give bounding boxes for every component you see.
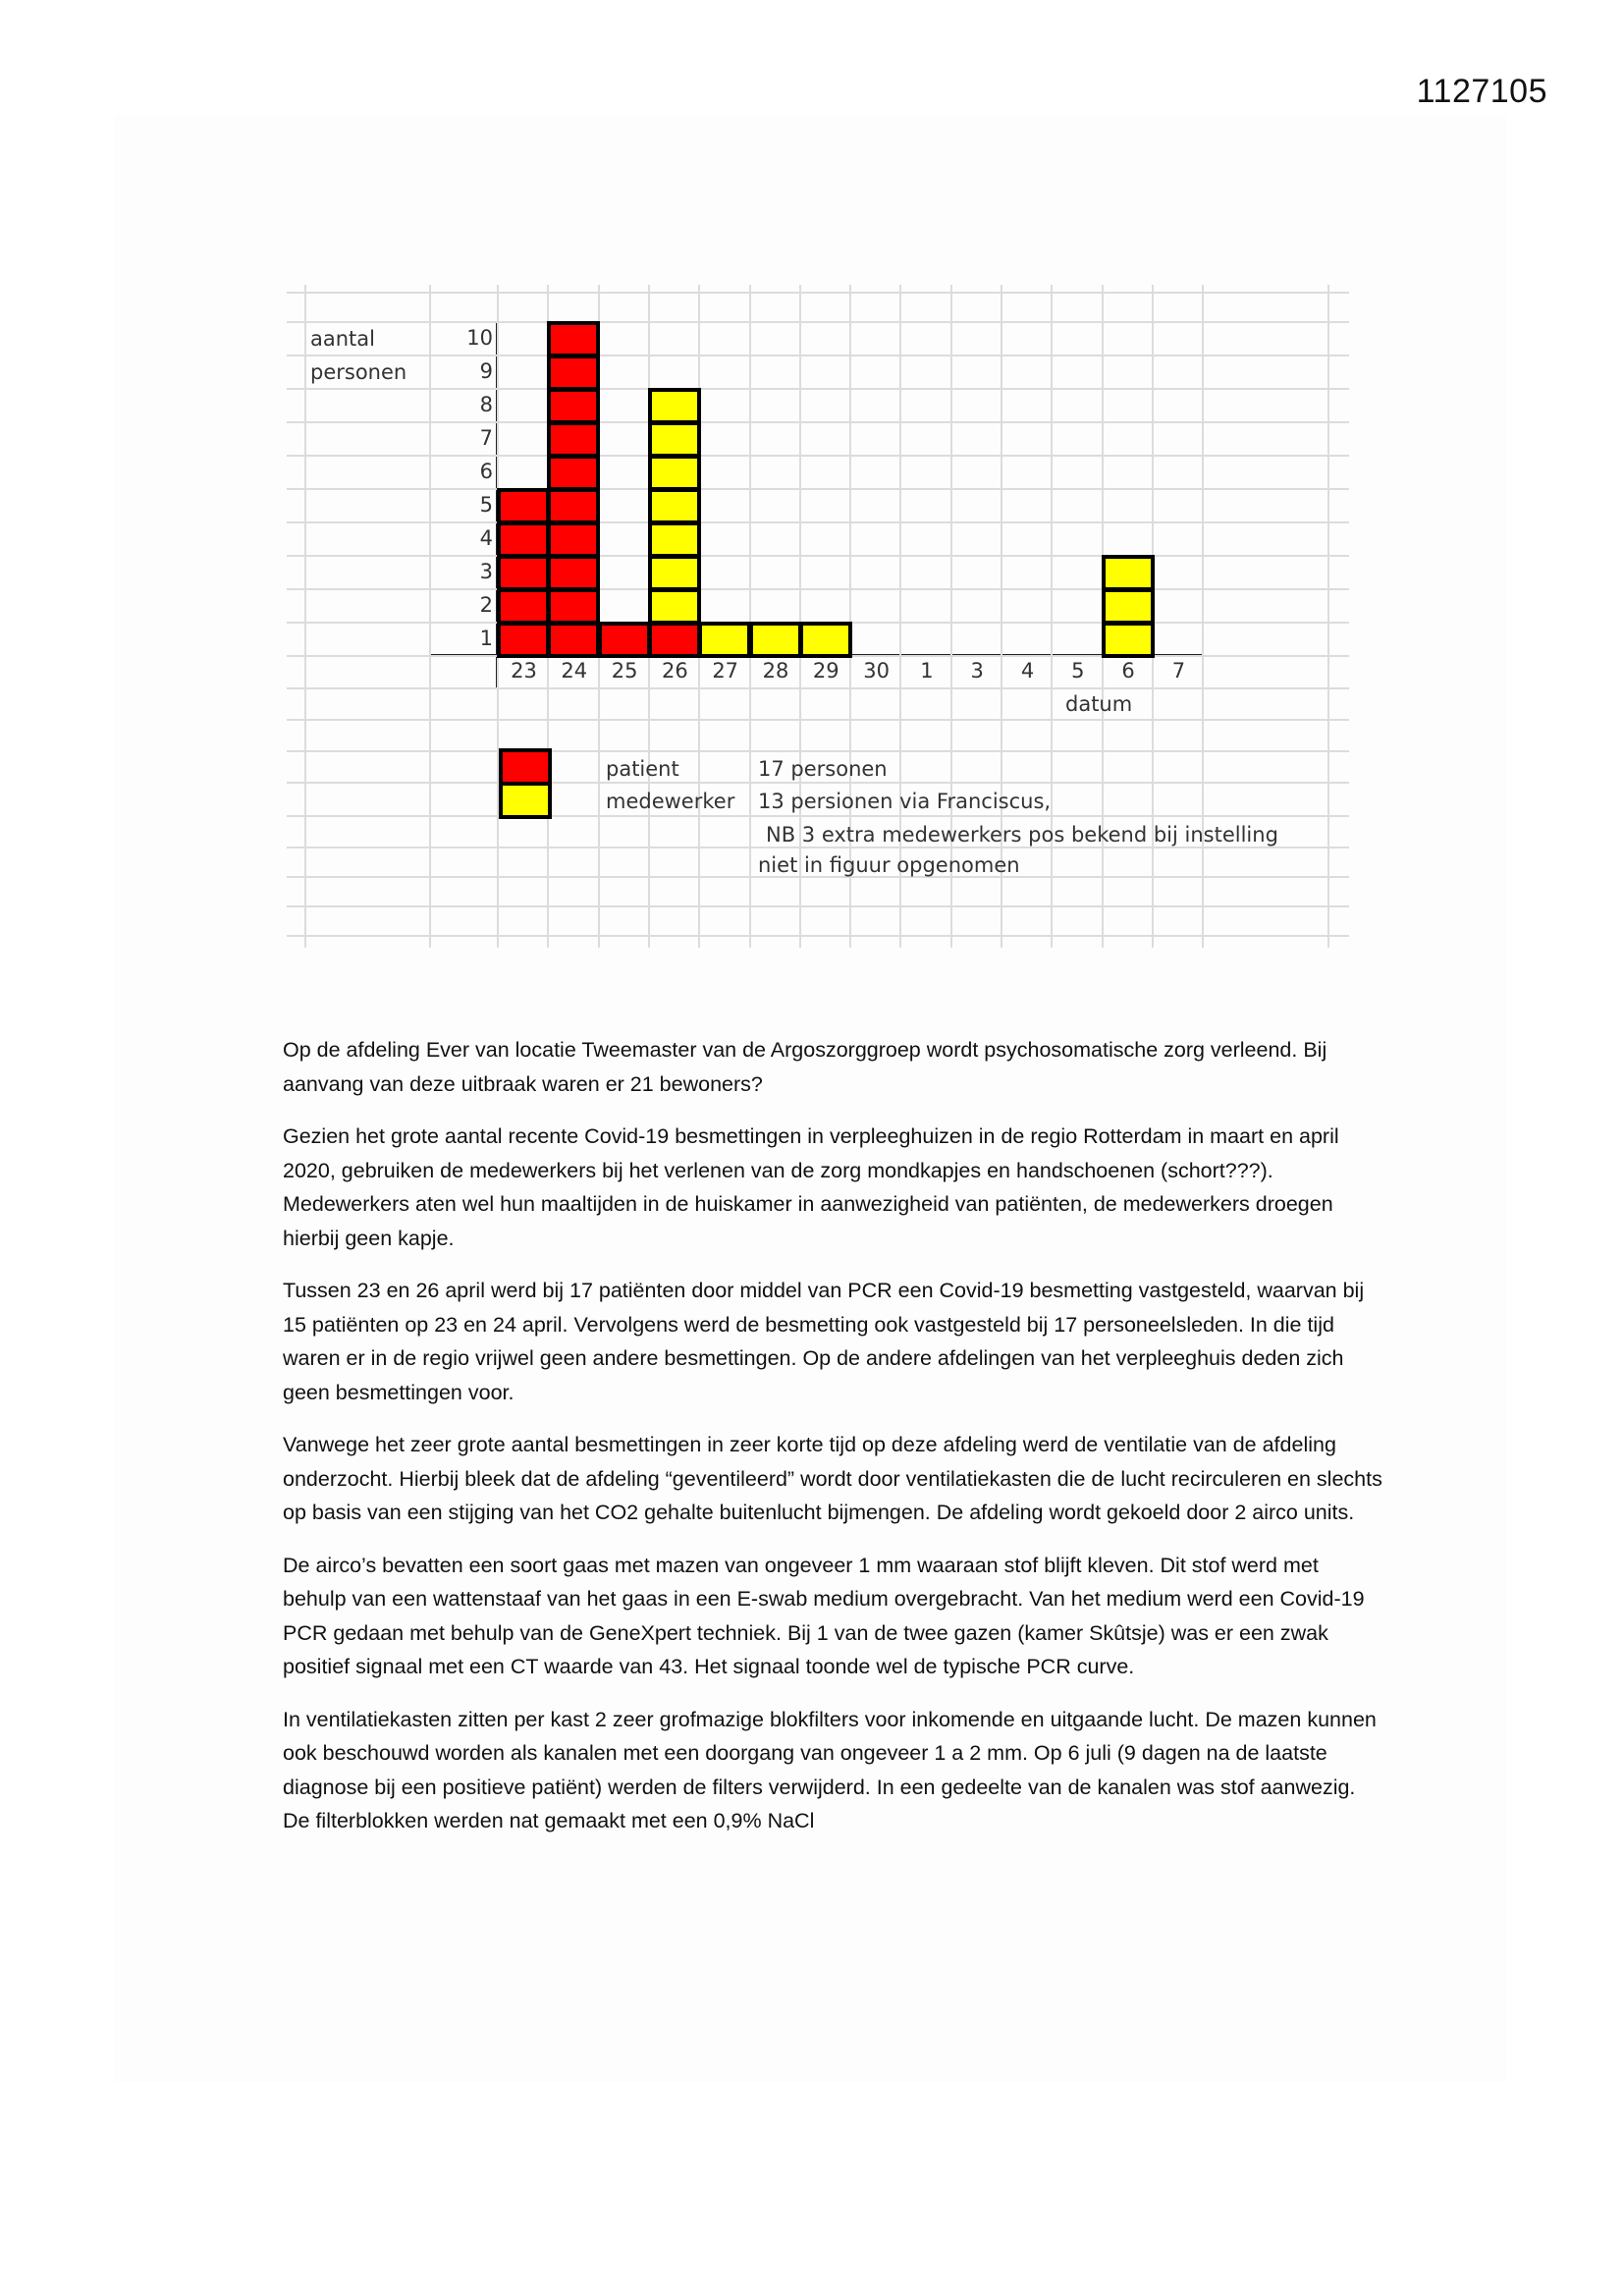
x-tick-label: 29 [812, 659, 839, 683]
legend-swatch-patient [499, 748, 552, 786]
grid-line-horizontal [287, 292, 1349, 294]
grid-line-horizontal [287, 388, 1349, 390]
y-tick-label: 1 [479, 627, 493, 650]
legend-annotation-line1: NB 3 extra medewerkers pos bekend bij instelling [766, 823, 1278, 847]
grid-line-horizontal [287, 588, 1349, 590]
bar-cell-patient [497, 555, 550, 591]
paragraph-2: Gezien het grote aantal recente Covid-19 besmettingen in verpleeghuizen in de regio Rotterdam in maart en april 2020, gebruiken de medewerkers bij het verlenen van de zorg mondkapjes en handschoenen (schort???). Medewerkers aten wel hun maaltijden in de huiskamer in aanwezigheid van patiënten, de medewerkers droegen hierbij geen kapje. [283, 1124, 1339, 1250]
y-tick-label: 10 [466, 326, 493, 350]
bar-cell-patient [547, 555, 600, 591]
legend-note-medewerker: 13 persionen via Franciscus, [758, 790, 1052, 813]
grid-line-horizontal [287, 355, 1349, 356]
grid-line-horizontal [287, 521, 1349, 523]
paragraph-4: Vanwege het zeer grote aantal besmettingen in zeer korte tijd op deze afdeling werd de ventilatie van de afdeling onderzocht. Hierbij bleek dat de afdeling “geventileerd” wordt door ventilatiekasten die de lucht recirculeren en slechts op basis van een stijging van het CO2 gehalte buitenlucht bijmengen. De afdeling wordt gekoeld door 2 airco units. [283, 1433, 1382, 1524]
bar-cell-medewerker [648, 455, 701, 491]
y-tick-label: 4 [479, 526, 493, 550]
x-tick-label: 27 [712, 659, 739, 683]
bar-cell-medewerker [648, 521, 701, 558]
y-tick-label: 5 [479, 493, 493, 517]
bar-cell-patient [497, 622, 550, 658]
x-axis-label: datum [1065, 692, 1133, 716]
bar-cell-patient [497, 588, 550, 625]
paragraph-3: Tussen 23 en 26 april werd bij 17 patiënten door middel van PCR een Covid-19 besmetting vastgesteld, waarvan bij 15 patiënten op 23 en 24 april. Vervolgens werd de besmetting ook vastgesteld bij 17 personeelsleden. In die tijd waren er in de regio vrijwel geen andere besmettingen. Op de andere afdelingen van het verpleeghuis deden zich geen besmettingen voor. [283, 1279, 1365, 1404]
x-tick-label: 23 [511, 659, 537, 683]
bar-cell-patient [497, 521, 550, 558]
x-tick-label: 25 [611, 659, 638, 683]
x-tick-label: 4 [1020, 659, 1035, 683]
x-tick-label: 26 [662, 659, 688, 683]
bar-cell-patient [547, 455, 600, 491]
y-tick-label: 8 [479, 393, 493, 416]
y-tick-label: 6 [479, 460, 493, 483]
bar-cell-patient [547, 622, 600, 658]
bar-cell-medewerker [749, 622, 802, 658]
bar-cell-medewerker [648, 555, 701, 591]
x-tick-label: 7 [1171, 659, 1186, 683]
bar-cell-patient [547, 421, 600, 458]
grid-line-horizontal [287, 687, 1349, 689]
bar-cell-patient [547, 588, 600, 625]
y-tick-label: 9 [479, 359, 493, 383]
bar-cell-medewerker [799, 622, 852, 658]
grid-line-horizontal [287, 905, 1349, 907]
grid-line-horizontal [287, 488, 1349, 490]
grid-line-horizontal [287, 455, 1349, 457]
bar-cell-patient [547, 488, 600, 524]
bar-cell-medewerker [648, 488, 701, 524]
bar-cell-patient [547, 355, 600, 391]
y-tick-label: 2 [479, 593, 493, 617]
bar-cell-patient [598, 622, 651, 658]
grid-line-horizontal [287, 321, 1349, 323]
paragraph-1: Op de afdeling Ever van locatie Tweemaster van de Argoszorggroep wordt psychosomatische zorg verleend. Bij aanvang van deze uitbraak waren er 21 bewoners? [283, 1038, 1327, 1096]
x-tick-label: 30 [863, 659, 890, 683]
grid-line-horizontal [287, 750, 1349, 752]
bar-cell-patient [547, 321, 600, 357]
x-tick-label: 5 [1071, 659, 1085, 683]
legend-label-medewerker: medewerker [606, 790, 735, 813]
bar-cell-medewerker [1102, 622, 1155, 658]
legend-annotation-line2: niet in figuur opgenomen [758, 853, 1020, 877]
y-axis-label-line1: aantal [310, 327, 375, 351]
paragraph-6: In ventilatiekasten zitten per kast 2 zeer grofmazige blokfilters voor inkomende en uitgaande lucht. De mazen kunnen ook beschouwd worden als kanalen met een doorgang van ongeveer 1 a 2 mm. Op 6 juli (9 dagen na de laatste diagnose bij een positieve patiënt) werden de filters verwijderd. In een gedeelte van de kanalen was stof aanwezig. De filterblokken werden nat gemaakt met een 0,9% NaCl [283, 1707, 1377, 1832]
grid-line-horizontal [287, 555, 1349, 557]
bar-cell-patient [648, 622, 701, 658]
bar-cell-medewerker [648, 388, 701, 424]
x-tick-label: 6 [1121, 659, 1135, 683]
bar-cell-medewerker [1102, 588, 1155, 625]
y-axis-label-line2: personen [310, 360, 407, 384]
x-tick-label: 1 [920, 659, 934, 683]
bar-cell-medewerker [1102, 555, 1155, 591]
body-text [283, 1033, 1382, 1857]
x-tick-label: 24 [561, 659, 588, 683]
legend-note-patient: 17 personen [758, 757, 888, 781]
bar-cell-patient [547, 521, 600, 558]
y-tick-label: 7 [479, 426, 493, 450]
bar-cell-patient [497, 488, 550, 524]
bar-cell-patient [547, 388, 600, 424]
grid-line-horizontal [287, 421, 1349, 423]
x-tick-label: 28 [762, 659, 789, 683]
legend-swatch-medewerker [499, 782, 552, 819]
document-id: 1127105 [1416, 73, 1547, 110]
bar-cell-medewerker [648, 421, 701, 458]
grid-line-horizontal [287, 935, 1349, 937]
y-tick-label: 3 [479, 560, 493, 583]
paragraph-5: De airco’s bevatten een soort gaas met mazen van ongeveer 1 mm waaraan stof blijft kleven. Dit stof werd met behulp van een wattenstaaf van het gaas in een E-swab medium overgebracht. Van het medium werd een Covid-19 PCR gedaan met behulp van de GeneXpert techniek. Bij 1 van de twee gazen (kamer Skûtsje) was er een zwak positief signaal met een CT waarde van 43. Het signaal toonde wel de typische PCR curve. [283, 1553, 1365, 1678]
bar-cell-medewerker [648, 588, 701, 625]
legend-label-patient: patient [606, 757, 679, 781]
bar-cell-medewerker [698, 622, 751, 658]
epidemic-curve-chart [0, 0, 1624, 982]
x-tick-label: 3 [970, 659, 984, 683]
grid-line-horizontal [287, 719, 1349, 721]
